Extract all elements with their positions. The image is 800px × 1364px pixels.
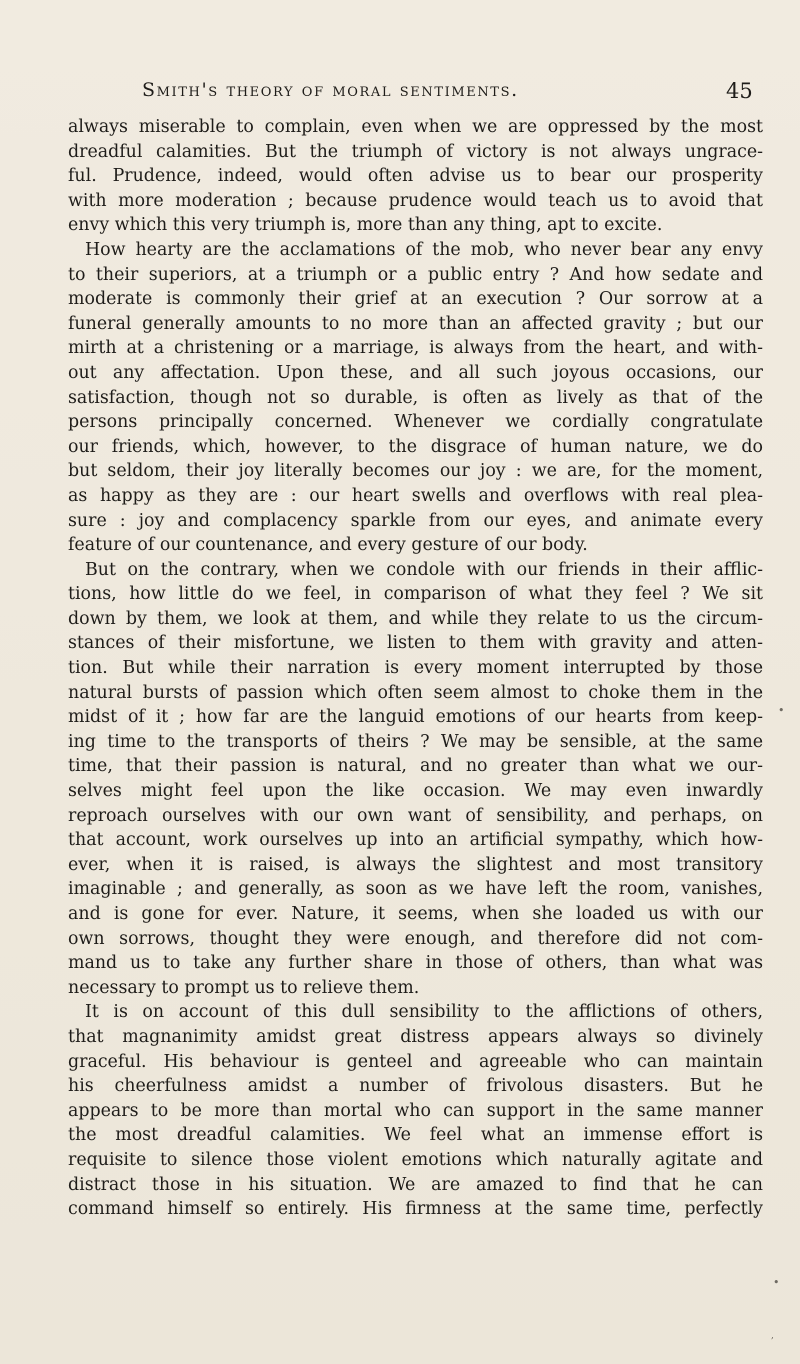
text-line: tions, how little do we feel, in comparison of what they feel ? We sit xyxy=(68,584,763,605)
text-line: dreadful calamities. But the triumph of victory is not always ungrace- xyxy=(68,141,763,162)
text-line: appears to be more than mortal who can support in the same manner xyxy=(68,1100,763,1121)
text-line: stances of their misfortune, we listen to them with gravity and atten- xyxy=(68,633,763,654)
text-line: midst of it ; how far are the languid emotions of our hearts from keep- xyxy=(68,707,763,728)
text-line: mand us to take any further share in those of others, than what was xyxy=(68,953,763,974)
text-line: graceful. His behaviour is genteel and agreeable who can maintain xyxy=(68,1051,763,1072)
page-number: 45 xyxy=(726,79,753,103)
text-line: mirth at a christening or a marriage, is always from the heart, and with- xyxy=(68,338,763,359)
text-line: command himself so entirely. His firmness at the same time, perfectly xyxy=(68,1199,763,1220)
text-line: It is on account of this dull sensibility to the afflictions of others, xyxy=(85,1002,763,1023)
text-line: always miserable to complain, even when we are oppressed by the most xyxy=(68,117,763,137)
text-line: envy which this very triumph is, more than any thing, apt to excite. xyxy=(68,215,663,236)
text-line: sure : joy and complacency sparkle from our eyes, and animate every xyxy=(68,510,763,531)
text-line: our friends, which, however, to the disgrace of human nature, we do xyxy=(68,436,763,457)
text-line: his cheerfulness amidst a number of frivolous disasters. But he xyxy=(68,1076,763,1097)
text-line: distract those in his situation. We are amazed to find that he can xyxy=(68,1174,763,1195)
text-line: moderate is commonly their grief at an execution ? Our sorrow at a xyxy=(68,289,763,310)
text-line: ever, when it is raised, is always the slightest and most transitory xyxy=(68,854,763,875)
text-line: that magnanimity amidst great distress appears always so divinely xyxy=(68,1026,763,1047)
margin-speck: , xyxy=(771,1331,774,1341)
running-title: Smith's theory of moral sentiments. xyxy=(142,79,519,101)
text-line: necessary to prompt us to relieve them. xyxy=(68,977,420,998)
running-head xyxy=(0,79,800,105)
text-line: tion. But while their narration is every moment interrupted by those xyxy=(68,658,763,679)
text-line: satisfaction, though not so durable, is often as lively as that of the xyxy=(68,387,763,408)
margin-speck: • xyxy=(773,1276,780,1289)
text-line: own sorrows, thought they were enough, and therefore did not com- xyxy=(68,928,763,949)
text-line: funeral generally amounts to no more than an affected gravity ; but our xyxy=(68,313,763,334)
text-line: as happy as they are : our heart swells and overflows with real plea- xyxy=(68,485,763,506)
text-line: to their superiors, at a triumph or a public entry ? And how sedate and xyxy=(68,264,763,285)
text-line: feature of our countenance, and every gesture of our body. xyxy=(68,535,588,556)
text-line: ful. Prudence, indeed, would often advise us to bear our prosperity xyxy=(68,166,763,187)
text-line: imaginable ; and generally, as soon as we have left the room, vanishes, xyxy=(68,879,763,900)
text-line: and is gone for ever. Nature, it seems, when she loaded us with our xyxy=(68,904,763,924)
text-line: down by them, we look at them, and while they relate to us the circum- xyxy=(68,608,763,629)
text-line: out any affectation. Upon these, and all such joyous occasions, our xyxy=(68,362,763,383)
text-line: selves might feel upon the like occasion. We may even inwardly xyxy=(68,781,763,802)
text-line: the most dreadful calamities. We feel what an immense effort is xyxy=(68,1125,763,1146)
text-line: persons principally concerned. Whenever we cordially congratulate xyxy=(68,412,763,433)
text-line: requisite to silence those violent emotions which naturally agitate and xyxy=(68,1149,763,1170)
text-line: But on the contrary, when we condole with our friends in their afflic- xyxy=(85,559,763,580)
text-line: ing time to the transports of theirs ? We may be sensible, at the same xyxy=(68,731,763,752)
text-line: reproach ourselves with our own want of sensibility, and perhaps, on xyxy=(68,805,763,826)
text-line: but seldom, their joy literally becomes our joy : we are, for the moment, xyxy=(68,461,763,482)
text-line: that account, work ourselves up into an artificial sympathy, which how- xyxy=(68,830,763,851)
text-line: natural bursts of passion which often seem almost to choke them in the xyxy=(68,682,763,703)
text-line: How hearty are the acclamations of the mob, who never bear any envy xyxy=(85,239,763,260)
margin-speck: • xyxy=(778,704,785,717)
text-line: time, that their passion is natural, and no greater than what we our- xyxy=(68,756,763,777)
body-text xyxy=(68,115,763,1222)
text-line: with more moderation ; because prudence would teach us to avoid that xyxy=(68,190,763,211)
